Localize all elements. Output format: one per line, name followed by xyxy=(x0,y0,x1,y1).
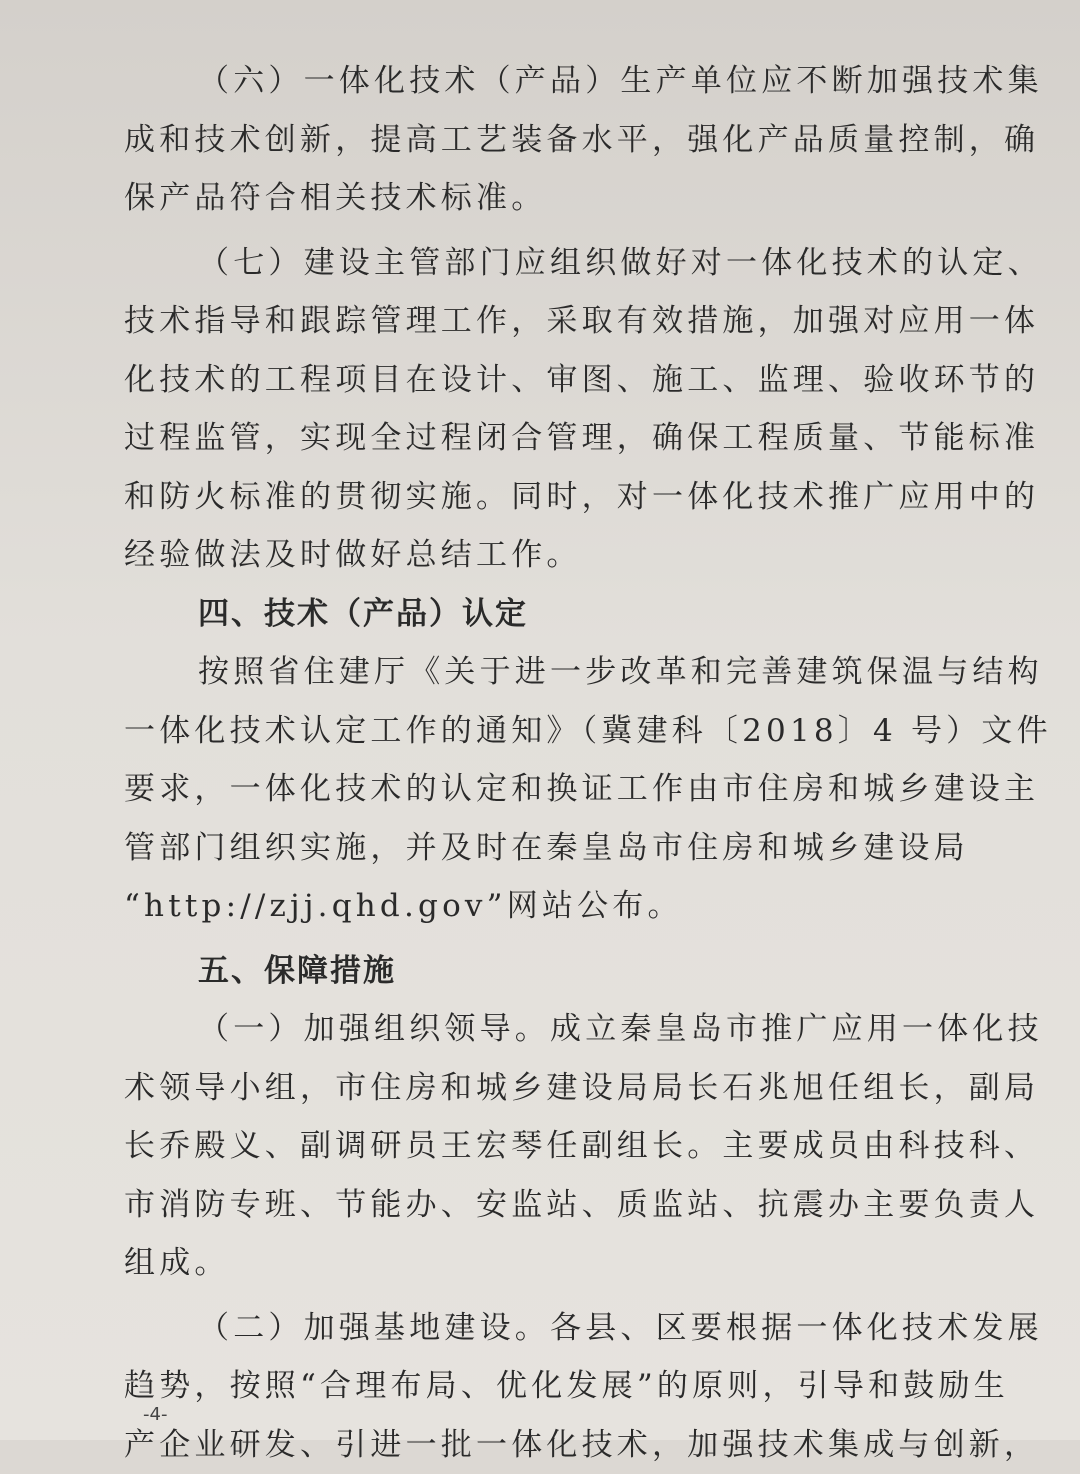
text-line: （二）加强基地建设。各县、区要根据一体化技术发展 xyxy=(124,1299,964,1358)
paragraph-item-6 xyxy=(124,52,964,228)
paragraph-item-7 xyxy=(124,234,964,585)
section-heading-5: 五、保障措施 xyxy=(124,942,964,1001)
text-line: 要求，一体化技术的认定和换证工作由市住房和城乡建设主 xyxy=(124,760,964,819)
text-line: （七）建设主管部门应组织做好对一体化技术的认定、 xyxy=(124,234,964,293)
text-line: 过程监管，实现全过程闭合管理，确保工程质量、节能标准 xyxy=(124,409,964,468)
text-line: （一）加强组织领导。成立秦皇岛市推广应用一体化技 xyxy=(124,1000,964,1059)
text-line: 市消防专班、节能办、安监站、质监站、抗震办主要负责人 xyxy=(124,1176,964,1235)
text-line: 成和技术创新，提高工艺装备水平，强化产品质量控制，确 xyxy=(124,111,964,170)
text-line: 组成。 xyxy=(124,1234,964,1293)
text-line: 保产品符合相关技术标准。 xyxy=(124,169,964,228)
text-line: 管部门组织实施，并及时在秦皇岛市住房和城乡建设局 xyxy=(124,819,964,878)
paragraph-safeguard-2 xyxy=(124,1299,964,1474)
page-number: -4- xyxy=(143,1404,167,1425)
text-line: 经验做法及时做好总结工作。 xyxy=(124,526,964,585)
text-line: 产企业研发、引进一批一体化技术，加强技术集成与创新， xyxy=(124,1416,964,1474)
paragraph-safeguard-1 xyxy=(124,1000,964,1293)
text-line: 化技术的工程项目在设计、审图、施工、监理、验收环节的 xyxy=(124,351,964,410)
paragraph-certification xyxy=(124,643,964,936)
text-line: 长乔殿义、副调研员王宏琴任副组长。主要成员由科技科、 xyxy=(124,1117,964,1176)
text-line: 趋势，按照“合理布局、优化发展”的原则，引导和鼓励生 xyxy=(124,1357,964,1416)
text-line: （六）一体化技术（产品）生产单位应不断加强技术集 xyxy=(124,52,964,111)
document-body xyxy=(124,52,964,1474)
text-line: “http://zjj.qhd.gov”网站公布。 xyxy=(124,877,964,936)
section-heading-4: 四、技术（产品）认定 xyxy=(124,585,964,644)
text-line: 和防火标准的贯彻实施。同时，对一体化技术推广应用中的 xyxy=(124,468,964,527)
text-line: 一体化技术认定工作的通知》（冀建科〔2018〕4 号）文件 xyxy=(124,702,964,761)
text-line: 按照省住建厅《关于进一步改革和完善建筑保温与结构 xyxy=(124,643,964,702)
text-line: 术领导小组，市住房和城乡建设局局长石兆旭任组长，副局 xyxy=(124,1059,964,1118)
text-line: 技术指导和跟踪管理工作，采取有效措施，加强对应用一体 xyxy=(124,292,964,351)
